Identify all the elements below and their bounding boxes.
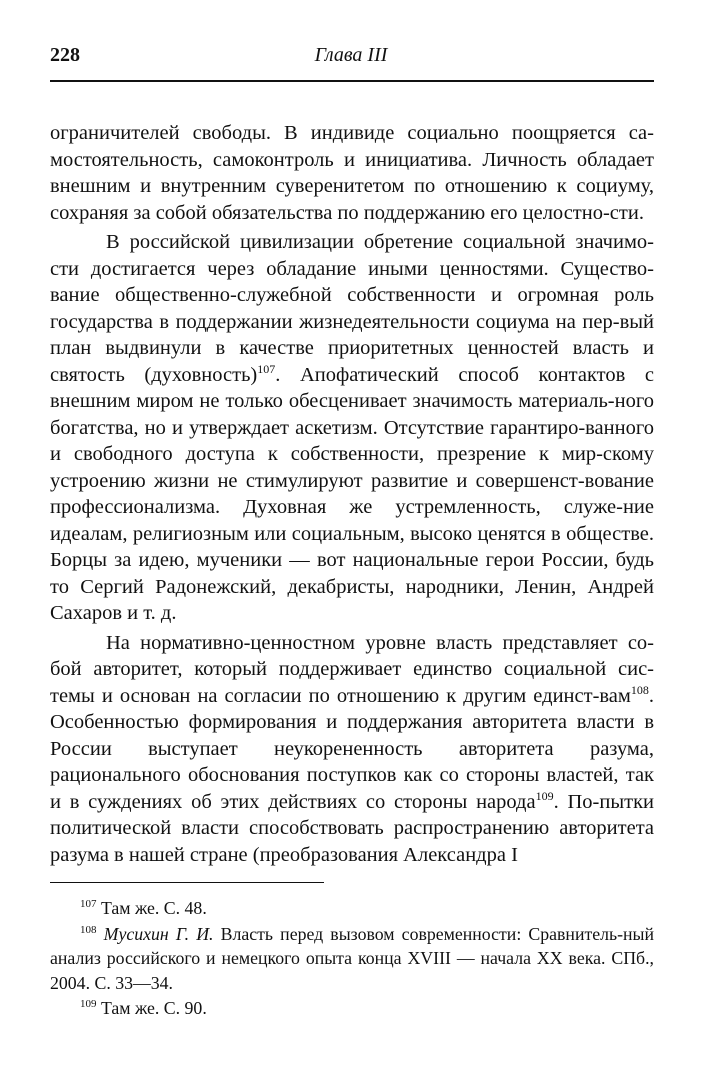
header-rule: [50, 80, 654, 82]
running-header: [50, 44, 652, 68]
footnote-ref-109[interactable]: 109: [535, 788, 554, 803]
paragraph-3-text-a: На нормативно-ценностном уровне власть представляет со-бой авторитет, который поддерживает единство социальной сис-темы и основан на согласии по отношению к другим единст-вам: [50, 631, 654, 707]
footnote-number: 109: [80, 998, 97, 1011]
footnote-number: 108: [80, 923, 97, 936]
paragraph-2-text-a: В российской цивилизации обретение социальной значимо-сти достигается через обладание иными ценностями. Существо-вание общественно-служебной собственности и огромная роль государства в поддержании жизнедеятельности социума на пер-вый план выдвинули в качестве приоритетных ценностей власть и святость (духовность): [50, 231, 654, 386]
paragraph-1: [50, 120, 654, 226]
paragraph-3-text-b: . Особенностью формирования и поддержания авторитета власти в России выступает неукорененность авторитета разума, рационального обоснования поступков как со стороны властей, так и в суждениях об этих действиях со стороны народа: [50, 684, 654, 813]
paragraph-2-text-b: . Апофатический способ контактов с внешним миром не только обесценивает значимость материаль-ного богатства, но и утверждает аскетизм. Отсутствие гарантиро-ванного и свободного доступа к собственности, презрение к мир-скому устроению жизни не стимулируют развитие и совершенст-вование профессионализма. Духовная же устремленность, служе-ние идеалам, религиозным или социальным, высоко ценятся в обществе. Борцы за идею, мученики — вот национальные герои России, будь то Сергий Радонежский, декабристы, народники, Ленин, Андрей Сахаров и т. д.: [50, 363, 654, 624]
page-number: 228: [50, 44, 80, 66]
footnote-text: Власть перед вызовом современности: Сравнитель-ный анализ российского и немецкого опыта конца XVIII — начала XX века. СПб., 2004. С. 33—34.: [50, 923, 655, 993]
footnote-number: 107: [80, 898, 97, 911]
paragraph-3: [50, 630, 654, 869]
chapter-title: Глава III: [314, 44, 388, 66]
footnote-ref-108[interactable]: 108: [630, 682, 649, 697]
footnote-text: Там же. С. 90.: [100, 998, 207, 1018]
footnote-ref-107[interactable]: 107: [257, 361, 276, 376]
footnote-107: [50, 896, 654, 921]
footnote-109: [50, 996, 654, 1021]
footnote-text: Там же. С. 48.: [100, 898, 207, 918]
paragraph-1-text: ограничителей свободы. В индивиде социально поощряется са-мостоятельность, самоконтроль и инициатива. Личность обладает внешним и внутренним суверенитетом по отношению к социуму, сохраняя за собой обязательства по поддержанию его целостно-сти.: [50, 122, 654, 224]
footnote-separator: [50, 882, 324, 883]
footnotes: [50, 896, 654, 1021]
paragraph-2: [50, 229, 654, 627]
footnote-author: Мусихин Г. И.: [103, 923, 214, 944]
main-text: [50, 120, 654, 868]
footnote-108: [50, 922, 654, 996]
paragraph-3-text-c: . По-пытки политической власти способствовать распространению авторитета разума в нашей стране (преобразования Александра I: [50, 790, 654, 866]
